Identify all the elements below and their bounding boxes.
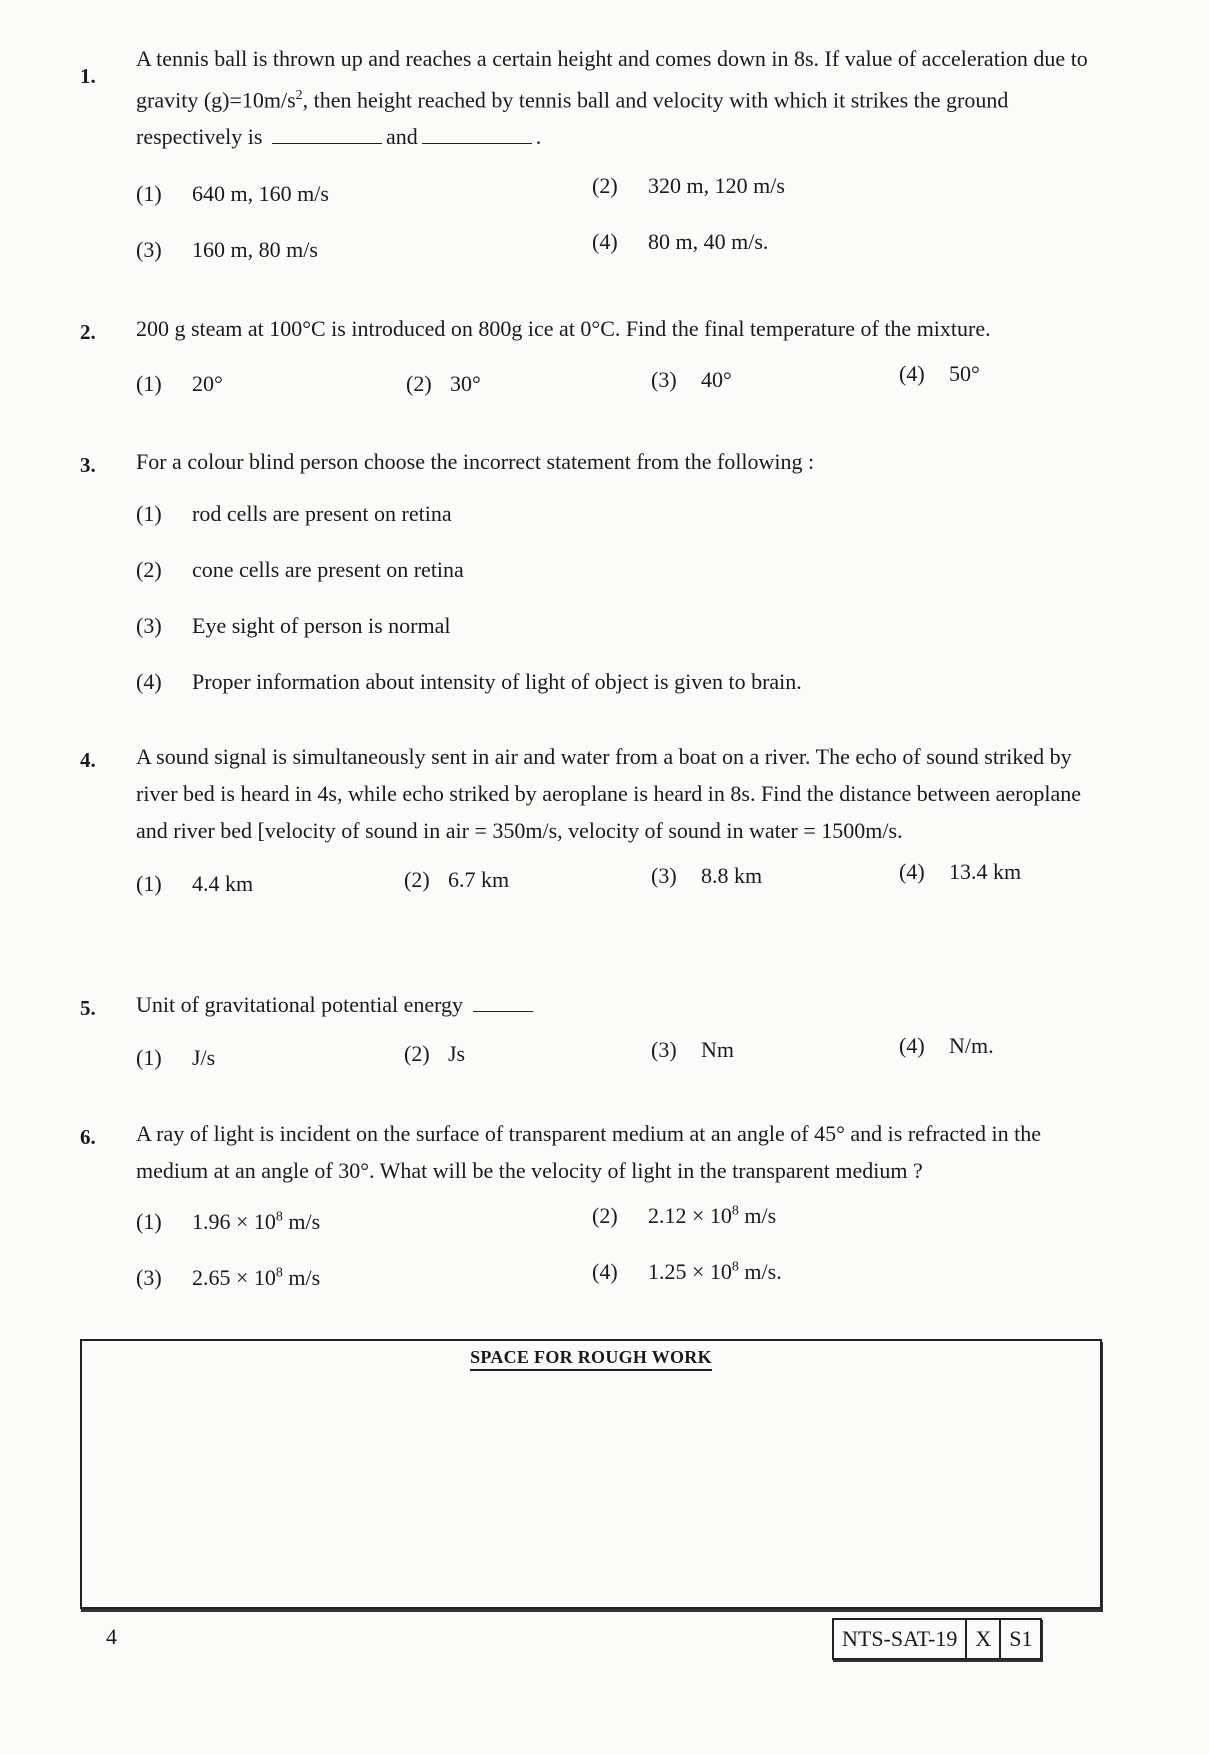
option-2: (2) 320 m, 120 m/s [592, 173, 785, 199]
option-4: (4) 80 m, 40 m/s. [592, 229, 769, 255]
class-code: X [965, 1620, 999, 1658]
paper-code: NTS-SAT-19 [842, 1626, 958, 1651]
option-2: (2) 6.7 km [404, 867, 510, 892]
question-number: 2. [80, 320, 96, 344]
options [136, 361, 1100, 411]
option-3: (3) $2.65 \times 10^8$ m/s [136, 1265, 321, 1290]
options [136, 486, 1100, 710]
question-text: A sound signal is simultaneously sent in air and water from a boat on a river. The echo of sound striked by river bed is heard in 4s, while echo striked by aeroplane is heard in 8s. Find the distance between aeroplane and river bed [velocity of sound in air = 350m/s, velocity of sound in water = 1500m/s. [136, 744, 1082, 843]
answer-blank [422, 143, 532, 144]
option-1: (1) 4.4 km [136, 871, 254, 896]
question-text: For a colour blind person choose the incorrect statement from the following : [136, 449, 815, 474]
question-text: A ray of light is incident on the surface of transparent medium at an angle of 45° and is refracted in the medium at an angle of 30°. What will be the velocity of light in the transparent medium ? [136, 1121, 1041, 1183]
option-2: (2) 30° [406, 371, 481, 396]
rough-work-box [80, 1339, 1102, 1609]
option-1: (1) 20° [136, 371, 223, 396]
option-4: (4) $1.25 \times 10^8$ m/s. [592, 1259, 782, 1284]
option-3: (3) 8.8 km [651, 863, 763, 888]
option-1: (1) rod cells are present on retina [136, 501, 452, 526]
question-number: 6. [80, 1125, 96, 1149]
option-3: (3) Nm [651, 1037, 734, 1062]
options [136, 1033, 1100, 1087]
set-code: S1 [999, 1620, 1040, 1658]
question-3 [80, 443, 1100, 710]
options [136, 1203, 1100, 1313]
question-1 [80, 40, 1100, 279]
answer-blank [272, 143, 382, 144]
option-4: (4) N/m. [899, 1033, 994, 1058]
option-2: (2) cone cells are present on retina [136, 557, 464, 582]
question-number: 1. [80, 64, 96, 88]
question-2 [80, 310, 1100, 411]
options [136, 169, 1100, 279]
option-4: (4) 50° [899, 361, 980, 386]
question-5 [80, 986, 1100, 1087]
question-4 [80, 738, 1100, 913]
question-number: 4. [80, 748, 96, 772]
question-number: 5. [80, 996, 96, 1020]
question-text: A tennis ball is thrown up and reaches a certain height and comes down in 8s. If value of acceleration due to gravity $(g)=10m/s^2$, then height reached by tennis ball and velocity with which it strikes the ground respectively is and . [136, 46, 1088, 150]
option-2: (2) Js [404, 1041, 466, 1066]
option-4: (4) Proper information about intensity of light of object is given to brain. [136, 669, 802, 694]
option-1: (1) 640 m, 160 m/s [136, 181, 329, 207]
option-1: (1) $1.96 \times 10^8$ m/s [136, 1209, 321, 1234]
option-3: (3) Eye sight of person is normal [136, 613, 451, 638]
option-3: (3) 40° [651, 367, 732, 392]
question-number: 3. [80, 453, 96, 477]
option-2: (2) $2.12 \times 10^8$ m/s [592, 1203, 777, 1228]
option-3: (3) 160 m, 80 m/s [136, 237, 318, 263]
option-4: (4) 13.4 km [899, 859, 1022, 884]
page-number: 4 [106, 1624, 117, 1649]
options [136, 859, 1100, 913]
question-text: 200 g steam at 100°C is introduced on 800g ice at 0°C. Find the final temperature of the mixture. [136, 316, 991, 341]
rough-work-title: SPACE FOR ROUGH WORK [82, 1347, 1100, 1368]
answer-blank [473, 1011, 533, 1012]
option-1: (1) J/s [136, 1045, 216, 1070]
question-text: Unit of gravitational potential energy [136, 986, 1100, 1023]
paper-code-box [832, 1618, 1042, 1660]
question-6 [80, 1115, 1100, 1313]
